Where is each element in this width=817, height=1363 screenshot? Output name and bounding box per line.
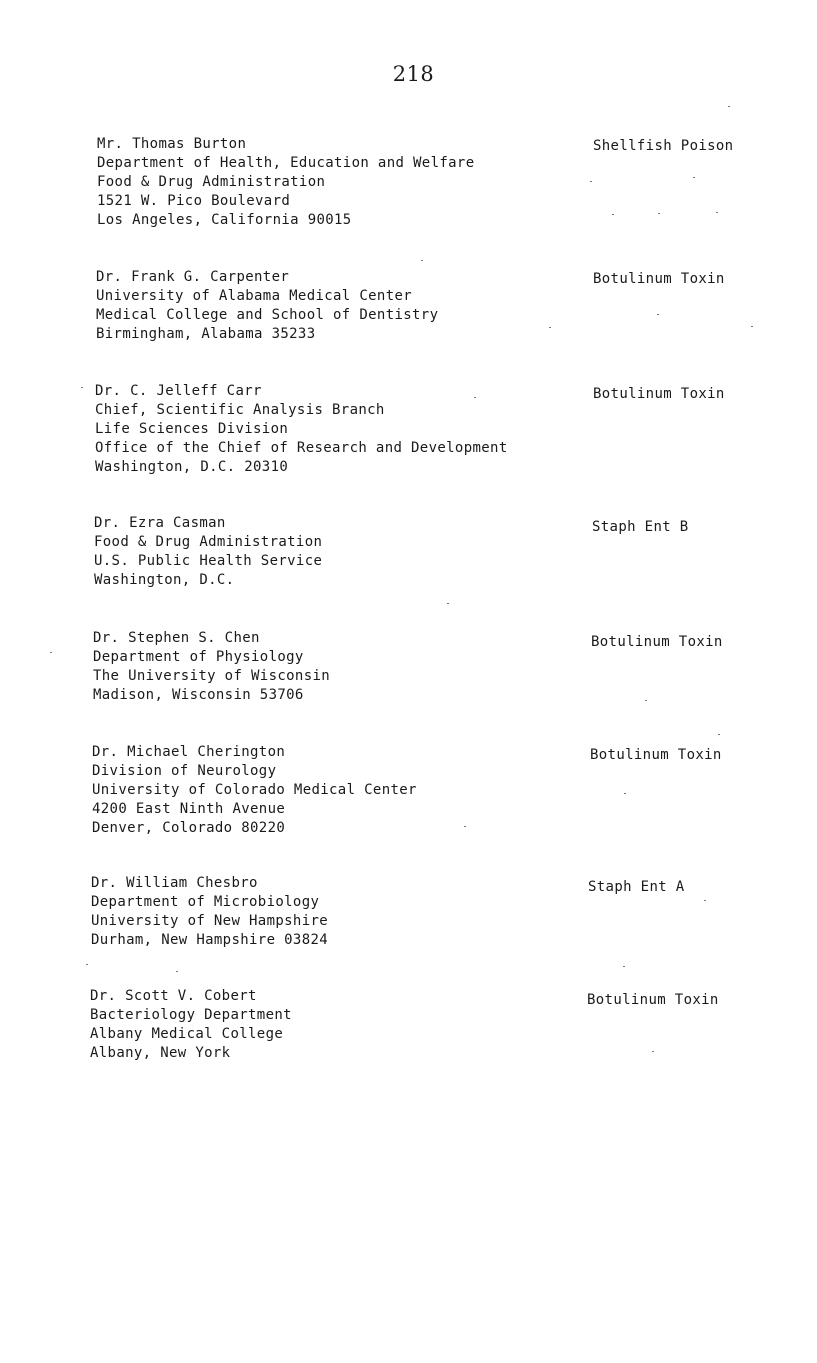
research-topic: Botulinum Toxin [590, 747, 722, 763]
directory-entry-address [96, 268, 438, 344]
directory-entry-address [91, 874, 328, 950]
contact-name: Dr. C. Jelleff Carr [95, 383, 262, 399]
address-line: Albany, New York [90, 1045, 231, 1061]
scan-speck [176, 971, 178, 972]
directory-entry-address [95, 382, 508, 477]
address-line: 1521 W. Pico Boulevard [97, 193, 291, 209]
scan-speck [657, 314, 659, 315]
address-line: Medical College and School of Dentistry [96, 307, 439, 323]
address-line: Office of the Chief of Research and Development [95, 440, 508, 456]
directory-entry-address [90, 987, 292, 1063]
address-line: Food & Drug Administration [94, 534, 323, 550]
address-line: Los Angeles, California 90015 [97, 212, 352, 228]
scan-speck [652, 1051, 654, 1052]
scan-speck [474, 397, 476, 398]
scan-speck [447, 603, 449, 604]
address-line: Washington, D.C. [94, 572, 235, 588]
contact-name: Dr. William Chesbro [91, 875, 258, 891]
address-line: Life Sciences Division [95, 421, 289, 437]
address-line: Department of Microbiology [91, 894, 320, 910]
research-topic: Staph Ent B [592, 519, 689, 535]
directory-entry-address [93, 629, 330, 705]
address-line: Madison, Wisconsin 53706 [93, 687, 304, 703]
directory-entry-address [94, 514, 322, 590]
address-line: The University of Wisconsin [93, 668, 331, 684]
address-line: U.S. Public Health Service [94, 553, 323, 569]
address-line: University of New Hampshire [91, 913, 329, 929]
research-topic: Botulinum Toxin [587, 992, 719, 1008]
scan-speck [590, 181, 592, 182]
scan-speck [50, 652, 52, 653]
scan-speck [86, 964, 88, 965]
scan-speck [704, 900, 706, 901]
scan-speck [693, 177, 695, 178]
scan-speck [464, 826, 466, 827]
contact-name: Dr. Frank G. Carpenter [96, 269, 290, 285]
address-line: Bacteriology Department [90, 1007, 292, 1023]
address-line: Albany Medical College [90, 1026, 284, 1042]
research-topic: Botulinum Toxin [593, 386, 725, 402]
scan-speck [612, 214, 614, 215]
contact-name: Dr. Ezra Casman [94, 515, 226, 531]
address-line: Durham, New Hampshire 03824 [91, 932, 329, 948]
scan-speck [549, 327, 551, 328]
address-line: Birmingham, Alabama 35233 [96, 326, 316, 342]
scan-speck [623, 966, 625, 967]
scan-speck [718, 734, 720, 735]
contact-name: Dr. Stephen S. Chen [93, 630, 260, 646]
directory-entry-address [92, 743, 417, 838]
address-line: Food & Drug Administration [97, 174, 326, 190]
research-topic: Staph Ent A [588, 879, 685, 895]
address-line: 4200 East Ninth Avenue [92, 801, 286, 817]
address-line: Chief, Scientific Analysis Branch [95, 402, 385, 418]
scan-speck [716, 212, 718, 213]
address-line: University of Colorado Medical Center [92, 782, 417, 798]
contact-name: Dr. Scott V. Cobert [90, 988, 257, 1004]
scan-speck [421, 260, 423, 261]
directory-entry-address [97, 135, 474, 230]
scan-speck [645, 700, 647, 701]
address-line: University of Alabama Medical Center [96, 288, 413, 304]
scan-speck [658, 213, 660, 214]
page-number: 218 [392, 62, 435, 86]
contact-name: Mr. Thomas Burton [97, 136, 247, 152]
address-line: Department of Health, Education and Welfare [97, 155, 475, 171]
address-line: Division of Neurology [92, 763, 277, 779]
address-line: Washington, D.C. 20310 [95, 459, 289, 475]
research-topic: Botulinum Toxin [591, 634, 723, 650]
contact-name: Dr. Michael Cherington [92, 744, 286, 760]
address-line: Department of Physiology [93, 649, 304, 665]
research-topic: Botulinum Toxin [593, 271, 725, 287]
address-line: Denver, Colorado 80220 [92, 820, 286, 836]
scan-speck [728, 106, 730, 107]
research-topic: Shellfish Poison [593, 138, 734, 154]
scan-speck [751, 326, 753, 327]
scan-speck [81, 387, 83, 388]
scan-speck [624, 793, 626, 794]
